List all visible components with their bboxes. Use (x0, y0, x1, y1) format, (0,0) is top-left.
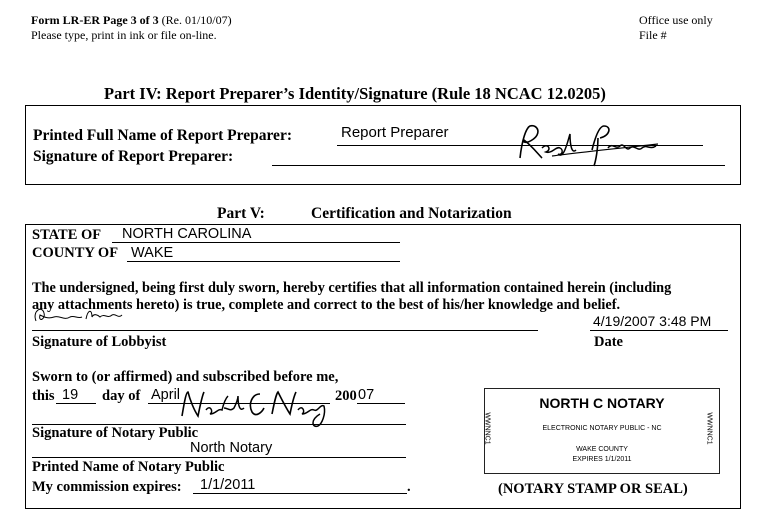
notary-signature-label: Signature of Notary Public (32, 425, 199, 441)
commission-line (193, 493, 407, 494)
month-value: April (151, 387, 181, 403)
year-value: 07 (358, 387, 375, 403)
lobbyist-signature-label: Signature of Lobbyist (32, 334, 167, 350)
form-id: Form LR-ER Page 3 of 3 (Re. 01/10/07) (31, 13, 232, 27)
stamp-line-1: ELECTRONIC NOTARY PUBLIC - NC (542, 425, 662, 432)
commission-label: My commission expires: (32, 479, 182, 495)
county-value: WAKE (131, 245, 174, 261)
state-line (112, 242, 400, 243)
certification-date-value: 4/19/2007 3:48 PM (593, 313, 712, 329)
preparer-name-label: Printed Full Name of Report Preparer: (33, 127, 292, 144)
year-line (357, 403, 405, 404)
office-use-label: Office use only (639, 13, 713, 27)
day-of-label: day of (102, 388, 141, 404)
part5-label: Part V: (217, 205, 265, 222)
certification-line-1: The undersigned, being first duly sworn, hereby certifies that all information contained herein (including (32, 280, 672, 296)
sworn-statement: Sworn to (or affirmed) and subscribed before me, (32, 369, 339, 385)
part5-title: Certification and Notarization (311, 205, 512, 222)
state-value: NORTH CAROLINA (122, 226, 252, 242)
stamp-line-2: WAKE COUNTY (576, 446, 628, 453)
state-label: STATE OF (32, 227, 102, 243)
notary-name-line (32, 457, 406, 458)
lobbyist-signature-image (30, 303, 125, 329)
part4-title: Part IV: Report Preparer’s Identity/Signature (Rule 18 NCAC 12.0205) (104, 84, 606, 103)
stamp-side-code-left: WWNNC1 (483, 412, 491, 445)
county-label: COUNTY OF (32, 245, 119, 261)
stamp-side-code-right: WWNNC1 (705, 412, 713, 445)
notary-name-label: Printed Name of Notary Public (32, 459, 225, 475)
commission-period: . (407, 479, 411, 495)
this-label: this (32, 388, 55, 404)
commission-value: 1/1/2011 (200, 477, 256, 493)
notary-signature-image (172, 386, 332, 428)
certification-line-2: any attachments hereto) is true, complete and correct to the best of his/her knowledge and belief. (32, 297, 621, 313)
form-instructions: Please type, print in ink or file on-line. (31, 28, 217, 42)
year-prefix: 200 (335, 388, 357, 404)
stamp-notary-name: NORTH C NOTARY (539, 395, 665, 411)
preparer-signature-label: Signature of Report Preparer: (33, 148, 234, 165)
lobbyist-signature-line (32, 330, 538, 331)
preparer-signature-image (512, 120, 662, 170)
preparer-name-value: Report Preparer (341, 124, 449, 141)
notary-stamp (484, 388, 720, 474)
day-value: 19 (62, 387, 79, 403)
day-line (56, 403, 96, 404)
notary-name-value: North Notary (190, 440, 273, 456)
form-revision: (Re. 01/10/07) (161, 13, 232, 27)
stamp-line-3: EXPIRES 1/1/2011 (572, 456, 632, 463)
date-line (590, 330, 728, 331)
date-label: Date (594, 334, 623, 350)
notary-stamp-caption: (NOTARY STAMP OR SEAL) (498, 481, 688, 497)
county-line (127, 261, 400, 262)
file-number-label: File # (639, 28, 667, 42)
